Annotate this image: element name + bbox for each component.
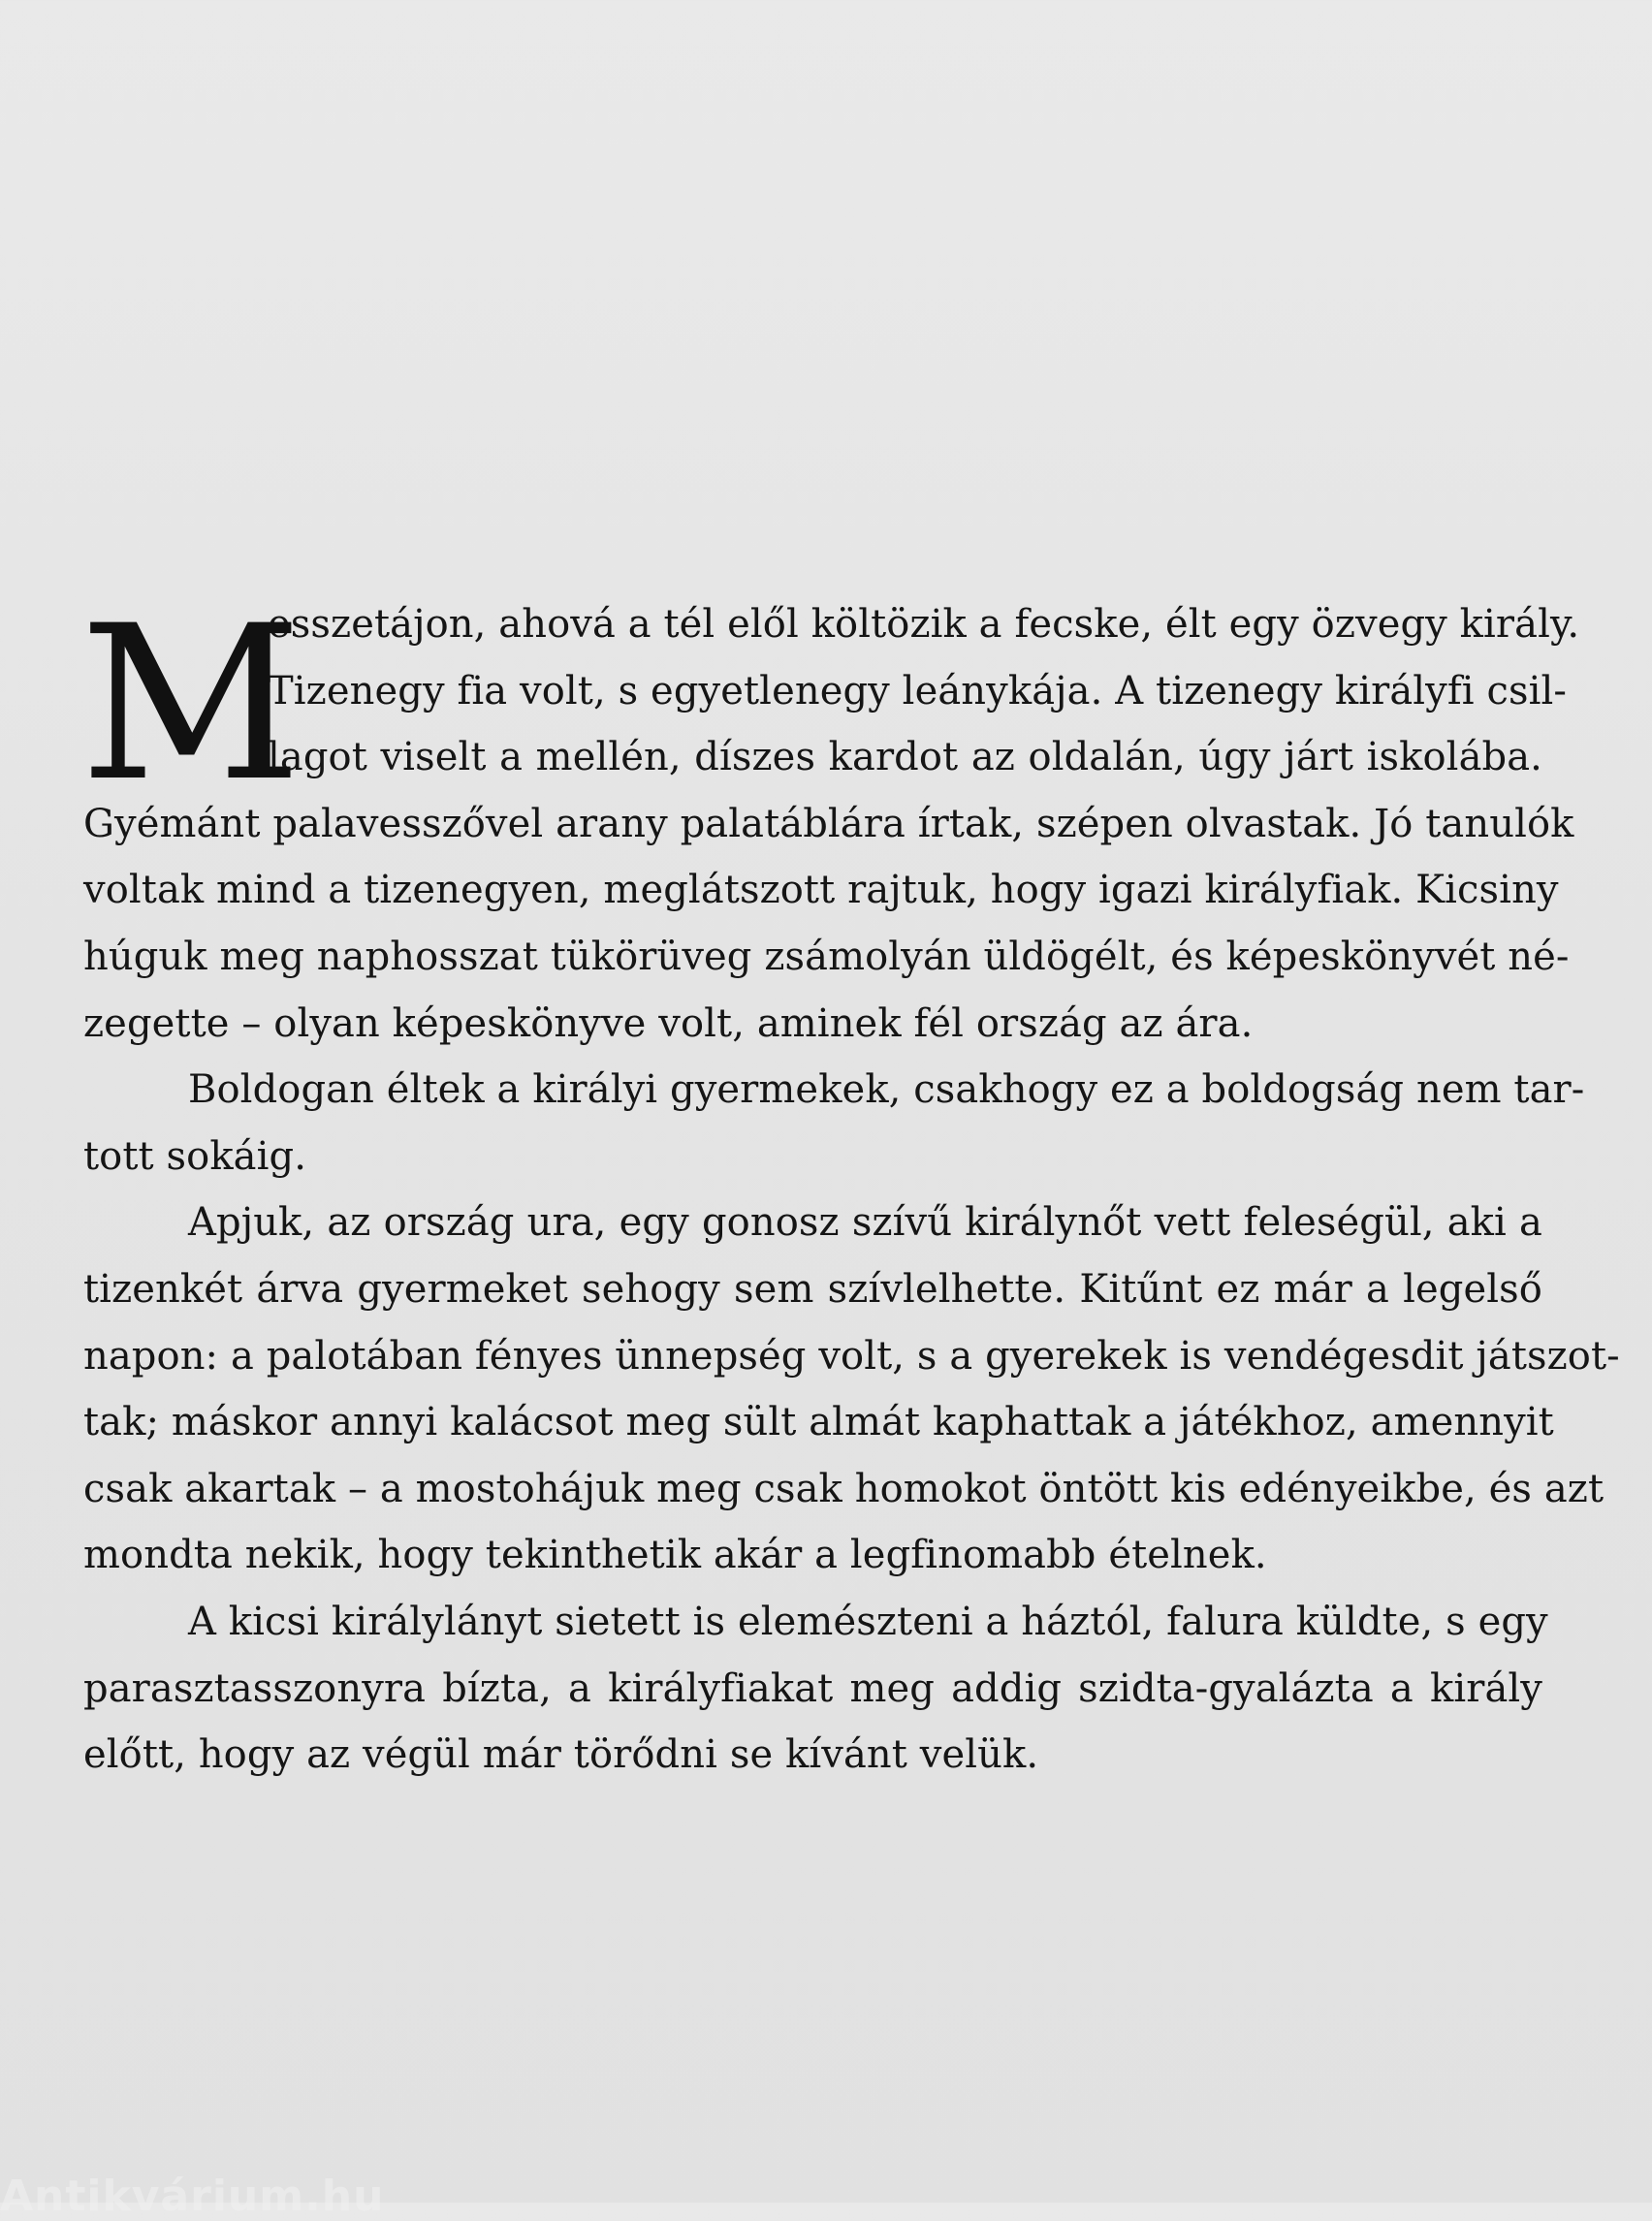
text-line: mondta nekik, hogy tekinthetik akár a legfinomabb ételnek. [83,1533,1267,1578]
text-line: zegette – olyan képeskönyve volt, aminek fél ország az ára. [83,1000,1254,1046]
drop-cap: M [79,580,295,828]
text-line: voltak mind a tizenegyen, meglátszott rajtuk, hogy igazi királyfiak. Kicsiny [83,868,1559,913]
story-text [79,580,1620,1789]
text-line: parasztasszonyra bízta, a királyfiakat meg addig szidta-gyalázta a király [83,1666,1542,1711]
text-line: tizenkét árva gyermeket sehogy sem szívlelhette. Kitűnt ez már a legelső [83,1266,1542,1312]
text-line: Gyémánt palavesszővel arany palatáblára írtak, szépen olvastak. Jó tanulók [83,801,1574,846]
text-line: előtt, hogy az végül már törődni se kívánt velük. [83,1732,1039,1778]
text-line: húguk meg naphosszat tükörüveg zsámolyán üldögélt, és képeskönyvét né- [83,934,1570,979]
text-line: tott sokáig. [83,1133,307,1179]
text-line: Tizenegy fia volt, s egyetlenegy leánykája. A tizenegy királyfi csil- [268,668,1568,714]
text-line: lagot viselt a mellén, díszes kardot az oldalán, úgy járt iskolába. [268,735,1542,780]
text-line: csak akartak – a mostohájuk meg csak homokot öntött kis edényeikbe, és azt [83,1466,1604,1511]
watermark: Antikvárium.hu [0,2172,385,2221]
text-line: A kicsi királylányt sietett is elemészteni a háztól, falura küldte, s egy [188,1599,1548,1644]
text-line: Boldogan éltek a királyi gyermekek, csakhogy ez a boldogság nem tar- [188,1067,1585,1113]
text-line: esszetájon, ahová a tél elől költözik a fecske, élt egy özvegy király. [268,602,1580,647]
text-line: tak; máskor annyi kalácsot meg sült almát kaphattak a játékhoz, amennyit [83,1400,1554,1445]
text-line: napon: a palotában fényes ünnepség volt, s a gyerekek is vendégesdit játszot- [83,1333,1620,1379]
text-line: Apjuk, az ország ura, egy gonosz szívű királynőt vett feleségül, aki a [188,1200,1542,1246]
